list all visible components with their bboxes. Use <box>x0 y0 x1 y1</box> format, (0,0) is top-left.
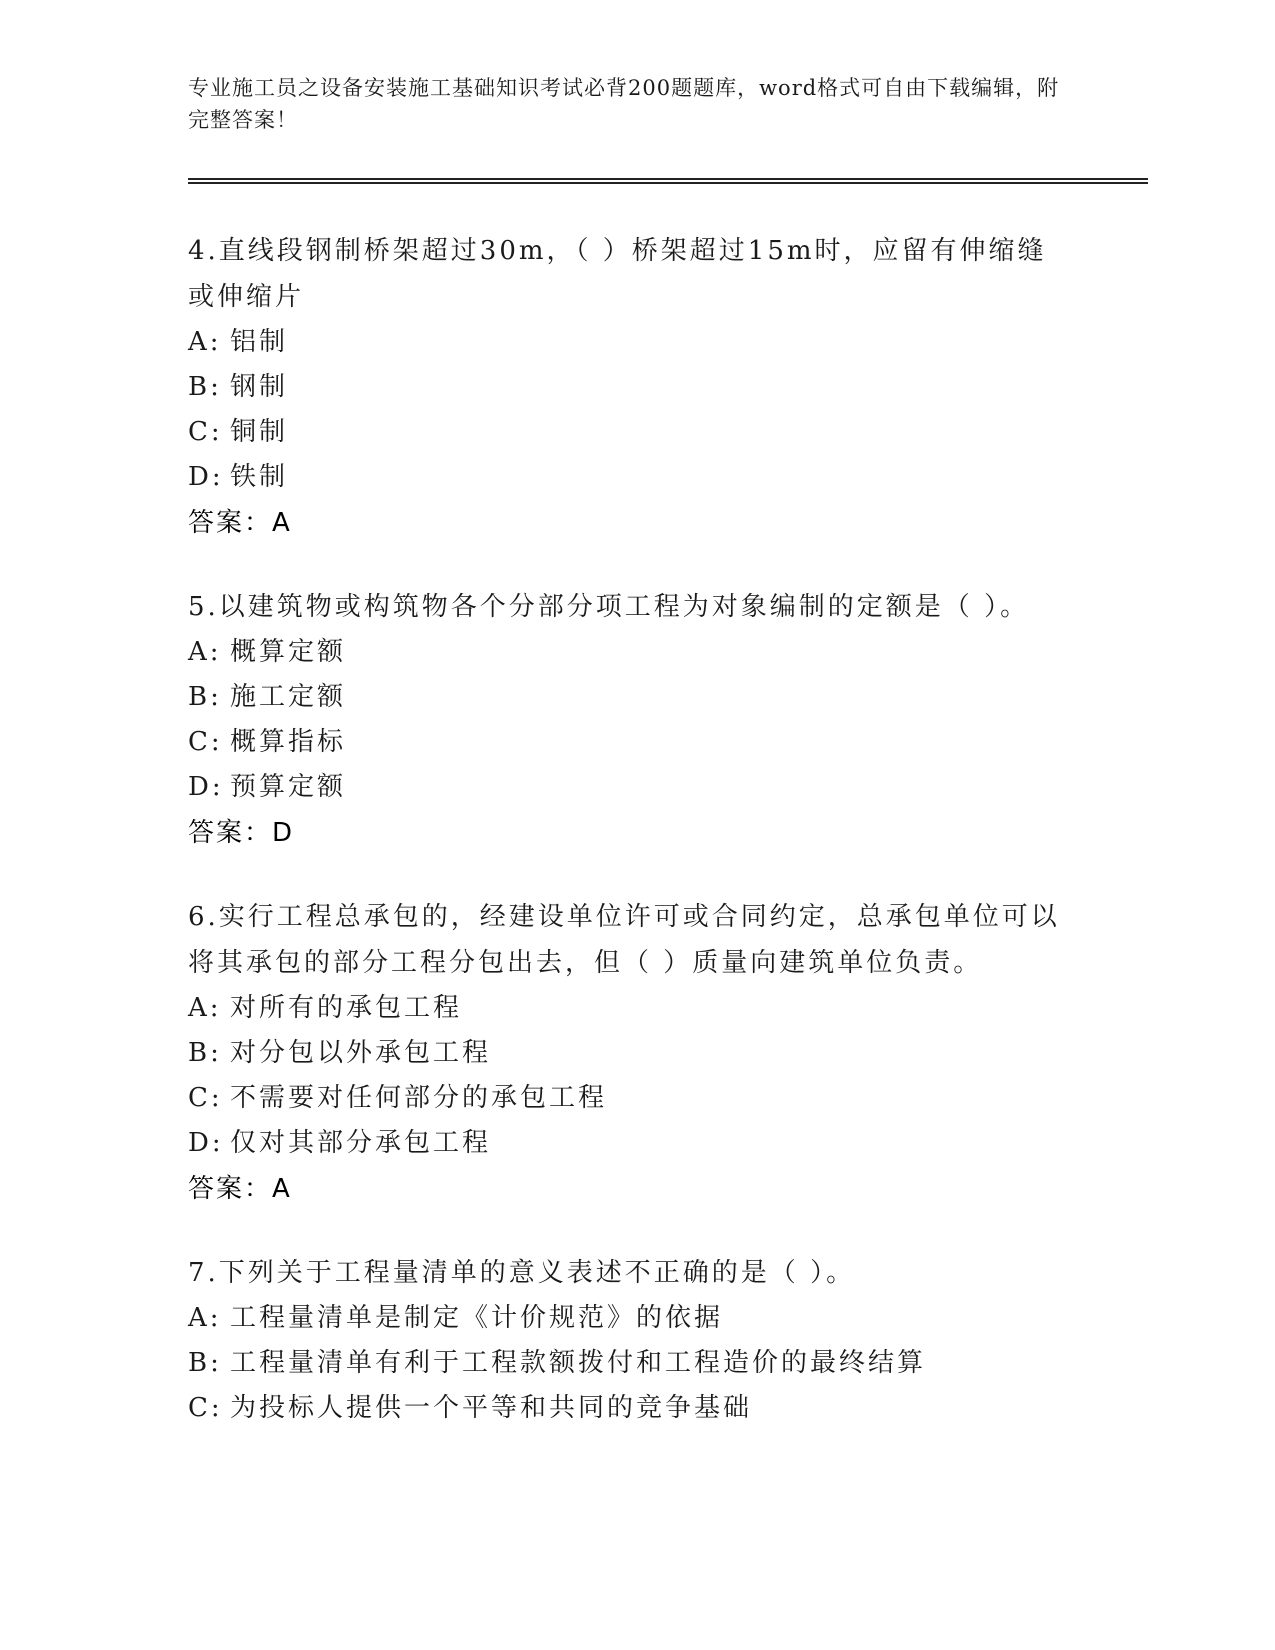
option-letter: C: <box>188 1393 223 1423</box>
option-letter: A: <box>188 993 222 1023</box>
question-5 <box>188 584 1148 856</box>
document-header: 专业施工员之设备安装施工基础知识考试必背200题题库，word格式可自由下载编辑，附完整答案！ <box>188 76 1060 132</box>
question-4 <box>188 228 1148 546</box>
option-text: 工程量清单有利于工程款额拨付和工程造价的最终结算 <box>230 1348 927 1378</box>
option-c <box>188 1076 1148 1121</box>
option-letter: D: <box>188 1128 224 1158</box>
header-double-rule <box>188 178 1148 184</box>
option-d <box>188 765 1148 810</box>
option-text: 铁制 <box>230 462 289 492</box>
option-a <box>188 1296 1148 1341</box>
option-b <box>188 1031 1148 1076</box>
document-page <box>188 72 1148 1431</box>
option-c <box>188 720 1148 765</box>
option-d <box>188 455 1148 500</box>
option-d <box>188 1121 1148 1166</box>
option-letter: C: <box>188 1083 223 1113</box>
option-text: 工程量清单是制定《计价规范》的依据 <box>230 1303 724 1333</box>
question-text: 6.实行工程总承包的，经建设单位许可或合同约定，总承包单位可以将其承包的部分工程分包出去，但（ ）质量向建筑单位负责。 <box>188 902 1060 978</box>
option-text: 钢制 <box>230 372 289 402</box>
option-c <box>188 1386 1148 1431</box>
option-b <box>188 365 1148 410</box>
option-a <box>188 320 1148 365</box>
option-text: 对所有的承包工程 <box>230 993 463 1023</box>
option-text: 预算定额 <box>230 772 347 802</box>
question-text: 4.直线段钢制桥架超过30m，（ ）桥架超过15m时，应留有伸缩缝或伸缩片 <box>188 236 1047 312</box>
option-letter: B: <box>188 1038 222 1068</box>
option-b <box>188 675 1148 720</box>
question-text: 7.下列关于工程量清单的意义表述不正确的是（ ）。 <box>188 1258 856 1288</box>
option-text: 为投标人提供一个平等和共同的竞争基础 <box>230 1393 753 1423</box>
option-text: 概算定额 <box>230 637 347 667</box>
option-text: 对分包以外承包工程 <box>230 1038 492 1068</box>
option-letter: A: <box>188 1303 222 1333</box>
option-letter: D: <box>188 772 224 802</box>
question-7 <box>188 1250 1148 1431</box>
option-a <box>188 986 1148 1031</box>
option-letter: B: <box>188 1348 222 1378</box>
option-text: 铜制 <box>230 417 289 447</box>
answer-line: 答案：A <box>188 508 292 538</box>
option-c <box>188 410 1148 455</box>
option-a <box>188 630 1148 675</box>
option-b <box>188 1341 1148 1386</box>
question-text: 5.以建筑物或构筑物各个分部分项工程为对象编制的定额是（ ）。 <box>188 592 1030 622</box>
option-text: 概算指标 <box>230 727 347 757</box>
option-text: 不需要对任何部分的承包工程 <box>230 1083 608 1113</box>
question-6 <box>188 894 1148 1212</box>
option-text: 施工定额 <box>230 682 347 712</box>
option-letter: C: <box>188 727 223 757</box>
answer-line: 答案：A <box>188 1174 292 1204</box>
option-letter: A: <box>188 327 222 357</box>
option-letter: C: <box>188 417 223 447</box>
option-letter: B: <box>188 372 222 402</box>
option-letter: B: <box>188 682 222 712</box>
answer-line: 答案：D <box>188 818 295 848</box>
option-letter: A: <box>188 637 222 667</box>
option-letter: D: <box>188 462 224 492</box>
option-text: 铝制 <box>230 327 289 357</box>
option-text: 仅对其部分承包工程 <box>230 1128 492 1158</box>
